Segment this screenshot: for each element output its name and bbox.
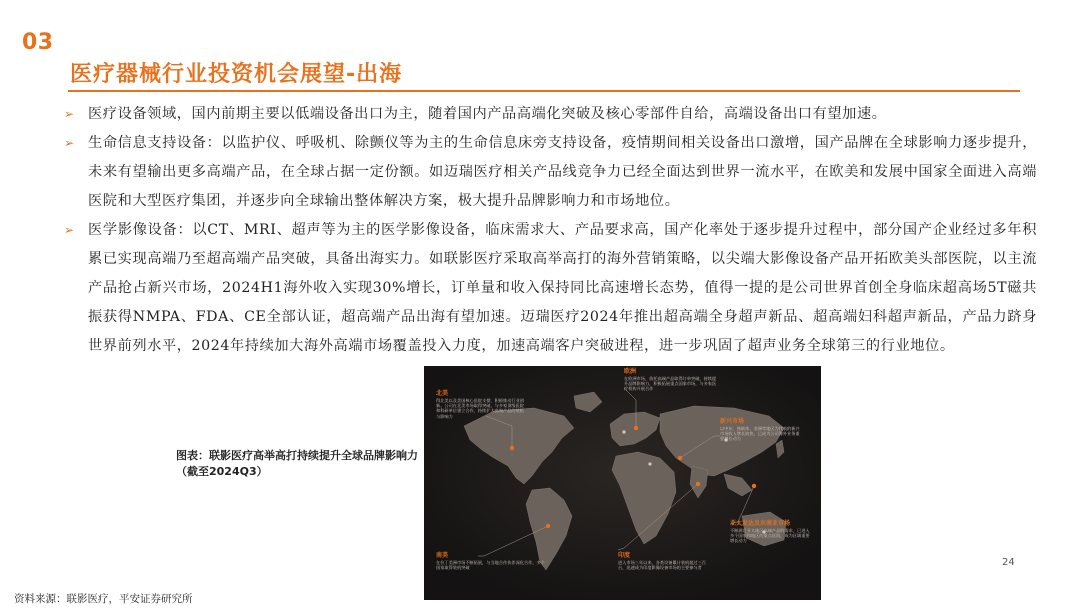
region-description: 以中东、独联体、非洲等地区为代表的新兴市场收入增长较快，已成为公司海外业务重要增长动力: [720, 426, 800, 442]
marker-emerging: [678, 456, 682, 460]
marker-western-europe: [622, 430, 625, 433]
region-north-america: [436, 390, 524, 419]
region-india: [618, 552, 706, 570]
section-number: 03: [22, 30, 54, 55]
arrow-bullet-icon: ➢: [64, 107, 75, 121]
bullet-item: [62, 129, 1037, 216]
title-divider: [68, 90, 1020, 92]
bullet-text: 生命信息支持设备：以监护仪、呼吸机、除颤仪等为主的生命信息床旁支持设备，疫情期间相关设备出口激增，国产品牌在全球影响力逐步提升，未来有望输出更多高端产品，在全球占据一定份额。如迈瑞医疗相关产品线竞争力已经全面达到世界一流水平，在欧美和发展中国家全面进入高端医院和大型医疗集团，并逐步向全球输出整体解决方案，极大提升品牌影响力和市场地位。: [88, 135, 1037, 209]
arrow-bullet-icon: ➢: [64, 136, 75, 150]
bullet-item: [62, 216, 1037, 361]
arrow-bullet-icon: ➢: [64, 223, 75, 237]
region-description: 不断满足亚太地区高端产品的需求，已进入多个国家和地区的重点医院，成为区域重要增长动力: [730, 528, 810, 544]
region-emerging-markets: [720, 418, 800, 442]
source-note: 资料来源：联影医疗，平安证券研究所: [14, 593, 193, 605]
bullet-list: [62, 100, 1037, 361]
marker-middle-east: [648, 462, 651, 465]
marker-apac: [752, 484, 756, 488]
bullet-text: 医疗设备领域，国内前期主要以低端设备出口为主，随着国内产品高端化突破及核心零部件自给，高端设备出口有望加速。: [88, 106, 887, 122]
marker-north-america: [510, 446, 514, 450]
bullet-text: 医学影像设备：以CT、MRI、超声等为主的医学影像设备，临床需求大、产品要求高，国产化率处于逐步提升过程中，部分国产企业经过多年积累已实现高端乃至超高端产品突破，具备出海实力。如联影医疗采取高举高打的海外营销策略，以尖端大影像设备产品开拓欧美头部医院，以主流产品抢占新兴市场，2024H1海外收入实现30%增长，订单量和收入保持同比高速增长态势，值得一提的是公司世界首创全身临床超高场5T磁共振获得NMPA、FDA、CE全部认证，超高端产品出海有望加速。迈瑞医疗2024年推出超高端全身超声新品、超高端妇科超声新品，产品力跻身世界前列水平，2024年持续加大海外高端市场覆盖投入力度，加速高端客户突破进程，进一步巩固了超声业务全球第三的行业地位。: [88, 222, 1037, 354]
region-europe: [624, 368, 720, 392]
marker-europe: [634, 426, 638, 430]
region-description: 在欧洲市场，依托高端产品取得订单突破，持续提升品牌影响力，积极拓展重点国家市场，与多家医疗机构开展合作: [624, 376, 717, 392]
region-name: 印度: [618, 552, 631, 559]
region-name: 欧洲: [624, 368, 637, 375]
figure-caption: 图表：联影医疗高举高打持续提升全球品牌影响力（截至2024Q3）: [176, 449, 418, 478]
bullet-item: [62, 100, 1037, 129]
region-description: 得北美以及美国核心医院支撑，积极推动行业创新。公司在北美市场取得突破，与多家顶级医院和科研单位建立合作，持续扩大高端产品的装机与影响力: [436, 398, 524, 419]
region-name: 亚太发达及东南亚市场: [730, 520, 791, 527]
marker-south-america: [546, 524, 550, 528]
region-name: 南美: [436, 552, 449, 559]
region-apac: [730, 520, 812, 544]
region-south-america: [436, 552, 548, 570]
page-title: 医疗器械行业投资机会展望-出海: [70, 62, 403, 87]
world-map-figure: [424, 366, 821, 600]
region-description: 在拉丁美洲市场不断拓展，与当地合作伙伴深化合作，多个国家取得装机突破: [436, 560, 545, 571]
region-description: 进入市场三年以来，各类设备累计装机超过三百台，迅速成为印度影像设备市场的主要参与者: [618, 560, 706, 571]
marker-india: [696, 482, 700, 486]
region-name: 新兴市场: [720, 418, 745, 425]
page-number: 24: [1002, 557, 1015, 568]
region-name: 北美: [436, 390, 449, 397]
